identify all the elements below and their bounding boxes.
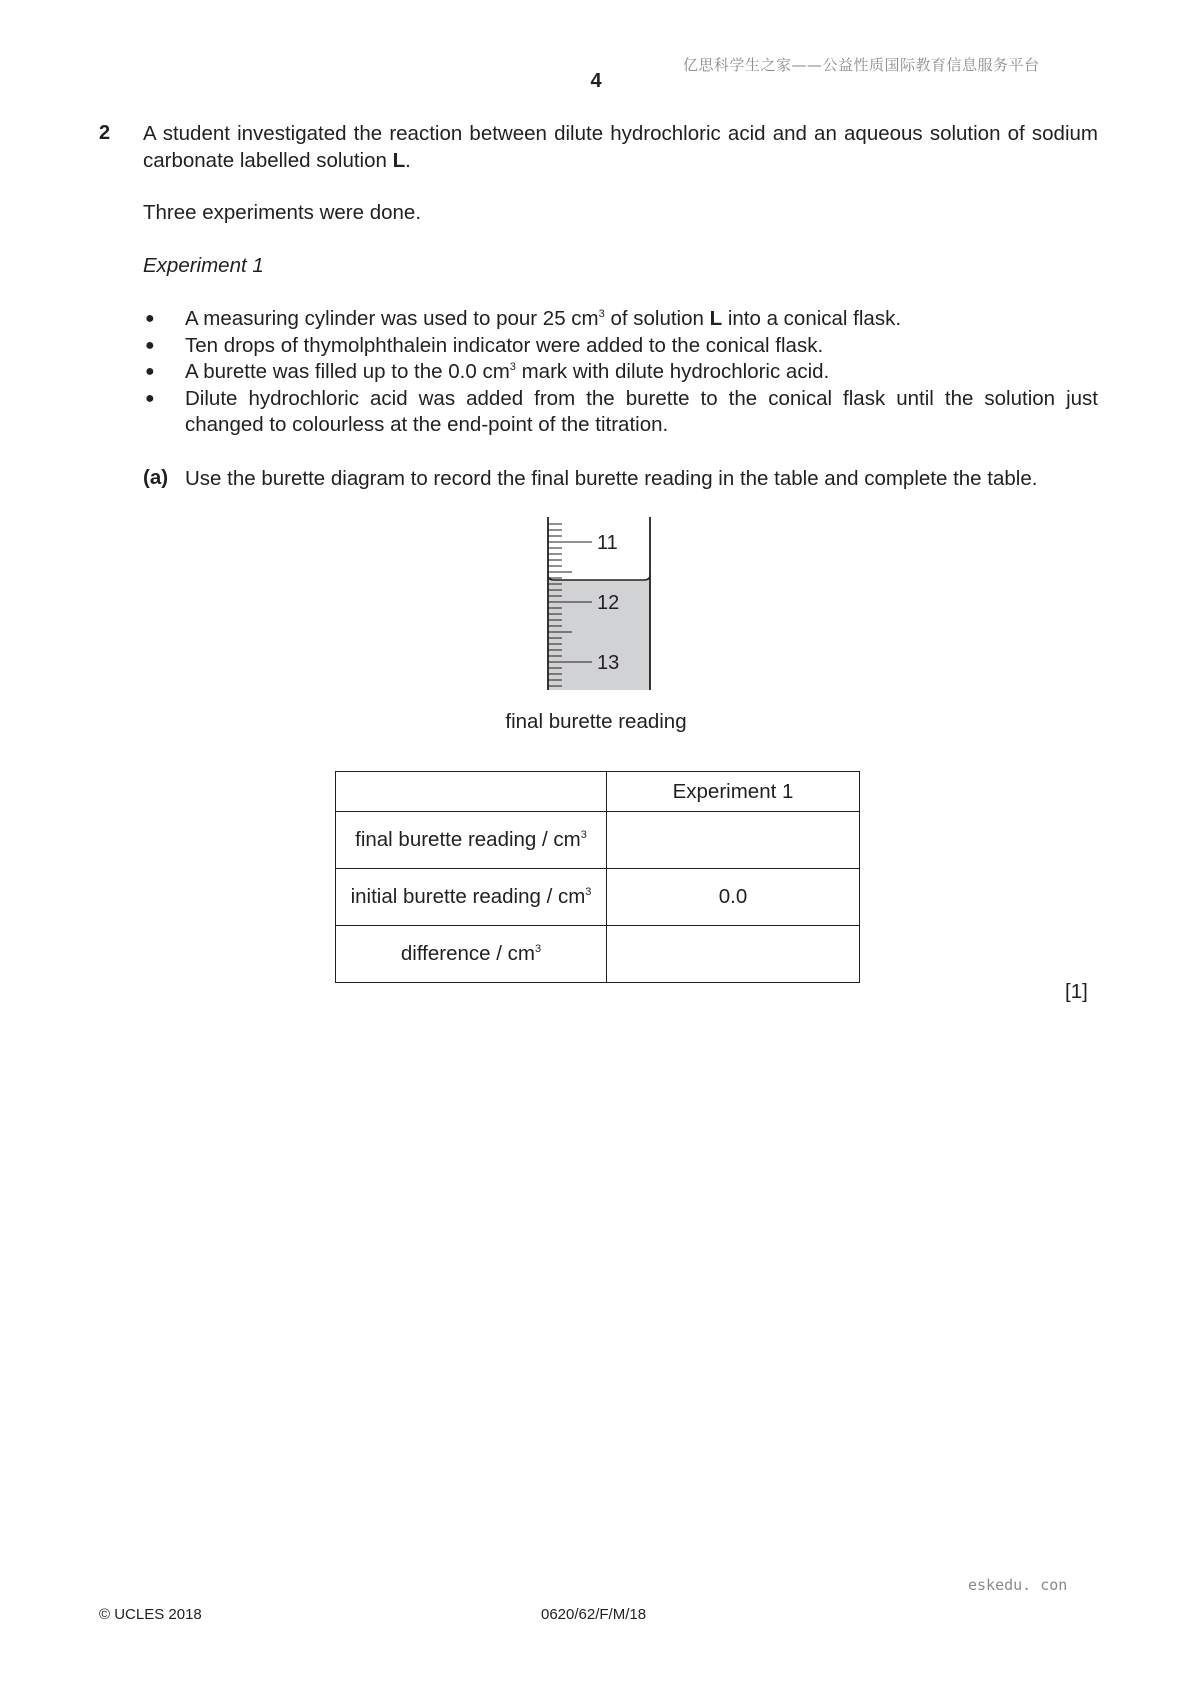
superscript: 3 — [509, 361, 516, 373]
solution-label-bold: L — [709, 307, 723, 330]
answer-cell-difference[interactable] — [607, 926, 860, 983]
table-header-cell: Experiment 1 — [607, 772, 860, 812]
procedure-item — [143, 386, 1098, 439]
procedure-item — [143, 306, 1098, 333]
superscript: 3 — [585, 886, 592, 898]
bullet-icon: ● — [145, 336, 155, 354]
row-label-text: final burette reading / cm — [355, 828, 581, 851]
procedure-item — [143, 333, 1098, 360]
bullet-text: into a conical flask. — [722, 307, 902, 330]
burette-meniscus — [548, 575, 650, 580]
table-row — [336, 869, 860, 926]
table-row — [336, 926, 860, 983]
burette-diagram — [540, 515, 660, 695]
table-row — [336, 812, 860, 869]
row-label — [336, 869, 607, 926]
burette-scale-label: 11 — [597, 532, 618, 554]
table-header-row — [336, 772, 860, 812]
question-intro — [143, 121, 1098, 174]
answer-cell-final-reading[interactable] — [607, 812, 860, 869]
part-a-label: (a) — [143, 466, 169, 489]
row-label-text: difference / cm — [400, 942, 535, 965]
diagram-caption: final burette reading — [505, 710, 687, 733]
marks-allocation: [1] — [1065, 980, 1088, 1003]
bullet-text: A burette was filled up to the 0.0 cm — [185, 360, 510, 383]
footer-paper-code: 0620/62/F/M/18 — [541, 1606, 647, 1623]
solution-label-bold: L — [392, 148, 406, 172]
bullet-text: mark with dilute hydrochloric acid. — [515, 360, 830, 383]
experiments-line: Three experiments were done. — [143, 201, 422, 224]
burette-scale-label: 12 — [597, 592, 620, 614]
burette-scale-label: 13 — [597, 652, 620, 674]
superscript: 3 — [580, 829, 587, 841]
question-number: 2 — [99, 122, 111, 144]
bullet-text: Ten drops of thymolphthalein indicator were added to the conical flask. — [185, 333, 824, 357]
footer-copyright: © UCLES 2018 — [99, 1606, 202, 1623]
results-table — [335, 771, 860, 983]
bullet-text: Dilute hydrochloric acid was added from the burette to the conical flask until the solution just changed to colourless at the end-point of the titration. — [185, 386, 1098, 436]
bullet-icon: ● — [145, 389, 155, 407]
table-header-cell — [336, 772, 607, 812]
row-label — [336, 812, 607, 869]
superscript: 3 — [598, 308, 605, 320]
footer-watermark: eskedu. con — [968, 1576, 1068, 1594]
procedure-item — [143, 359, 1098, 386]
bullet-text: A measuring cylinder was used to pour 25 cm — [185, 307, 599, 330]
bullet-text: of solution — [604, 307, 710, 330]
part-a-text: Use the burette diagram to record the final burette reading in the table and complete the table. — [185, 467, 1038, 490]
header-watermark: 亿思科学生之家——公益性质国际教育信息服务平台 — [683, 56, 1040, 74]
row-label-text: initial burette reading / cm — [350, 885, 586, 908]
burette-svg — [540, 515, 660, 695]
procedure-list — [143, 306, 1098, 439]
row-label — [336, 926, 607, 983]
page-number: 4 — [590, 70, 602, 92]
superscript: 3 — [534, 943, 542, 955]
initial-reading-value: 0.0 — [607, 869, 860, 926]
bullet-icon: ● — [145, 310, 155, 327]
intro-text: A student investigated the reaction between dilute hydrochloric acid and an aqueous solution of sodium carbonate labelled solution — [143, 122, 1098, 172]
bullet-icon: ● — [145, 363, 155, 380]
experiment-heading: Experiment 1 — [143, 254, 264, 277]
intro-end: . — [405, 148, 411, 172]
